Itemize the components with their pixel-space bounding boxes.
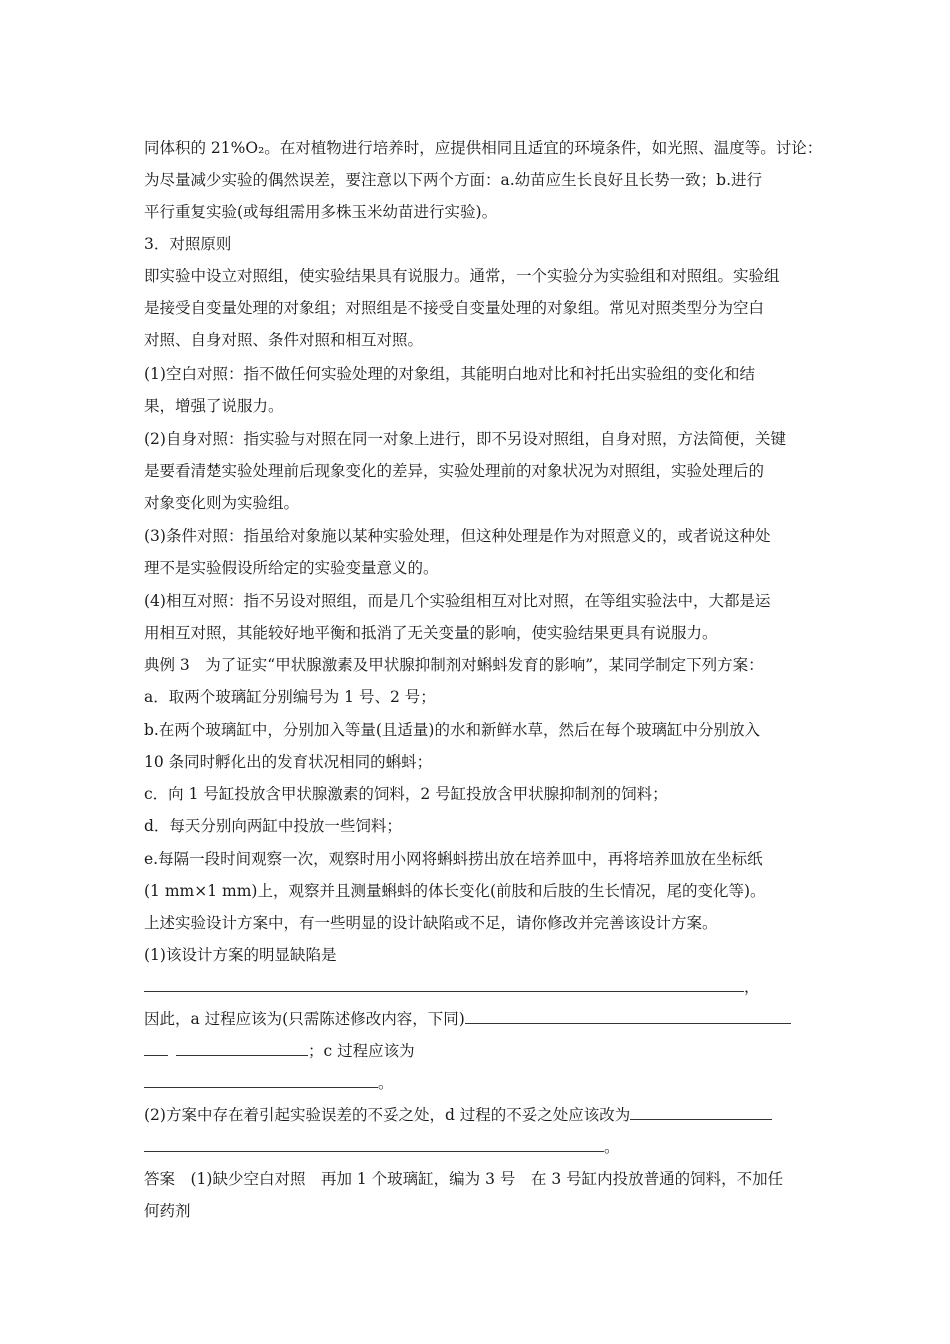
- text-line: (3)条件对照：指虽给对象施以某种实验处理，但这种处理是作为对照意义的，或者说这种处: [144, 527, 771, 545]
- text-line: 对象变化则为实验组。: [144, 494, 300, 512]
- text-line: 是接受自变量处理的对象组；对照组是不接受自变量处理的对象组。常见对照类型分为空白: [144, 299, 765, 317]
- section-heading: 3．对照原则: [144, 235, 232, 253]
- text-line: (1)空白对照：指不做任何实验处理的对象组，其能明白地对比和衬托出实验组的变化和结: [144, 365, 755, 383]
- text-line: 上述实验设计方案中，有一些明显的设计缺陷或不足，请你修改并完善该设计方案。: [144, 914, 718, 932]
- text-line: (1 mm×1 mm)上，观察并且测量蝌蚪的体长变化(前肢和后肢的生长情况，尾的变化等)。: [144, 882, 766, 900]
- text-line: 同体积的 21%O₂。在对植物进行培养时，应提供相同且适宜的环境条件，如光照、温度等。讨论：: [144, 139, 823, 157]
- answer-blank[interactable]: [144, 1073, 378, 1088]
- answer-blank[interactable]: [630, 1105, 772, 1120]
- comma: ，: [744, 978, 760, 996]
- answer-blank[interactable]: [176, 1041, 308, 1056]
- question-2: [144, 1105, 772, 1125]
- text-line: 为尽量减少实验的偶然误差，要注意以下两个方面：a.幼苗应生长良好且长势一致；b.进行: [144, 171, 763, 189]
- text-line: 用相互对照，其能较好地平衡和抵消了无关变量的影响，使实验结果更具有说服力。: [144, 624, 718, 642]
- text-line: e.每隔一段时间观察一次，观察时用小网将蝌蚪捞出放在培养皿中，再将培养皿放在坐标纸: [144, 850, 763, 868]
- answer-row-1d: [144, 1073, 394, 1093]
- text-line: 对照、自身对照、条件对照和相互对照。: [144, 331, 424, 349]
- text-line: a．取两个玻璃缸分别编号为 1 号、2 号；: [144, 688, 436, 706]
- text-line: 理不是实验假设所给定的实验变量意义的。: [144, 559, 439, 577]
- answer-row-2: [144, 1137, 620, 1157]
- text-line: b.在两个玻璃缸中，分别加入等量(且适量)的水和新鲜水草，然后在每个玻璃缸中分别放入: [144, 721, 760, 739]
- text-line: 即实验中设立对照组，使实验结果具有说服力。通常，一个实验分为实验组和对照组。实验组: [144, 267, 780, 285]
- question-1: (1)该设计方案的明显缺陷是: [144, 946, 337, 964]
- text-line: c．向 1 号缸投放含甲状腺激素的饲料，2 号缸投放含甲状腺抑制剂的饲料；: [144, 785, 668, 803]
- text-line: 10 条同时孵化出的发育状况相同的蝌蚪；: [144, 753, 433, 771]
- period: 。: [378, 1074, 394, 1092]
- answer-row-1b: [144, 1009, 791, 1029]
- text-line: d．每天分别向两缸中投放一些饲料；: [144, 817, 402, 835]
- text-line: (4)相互对照：指不另设对照组，而是几个实验组相互对比对照，在等组实验法中，大都是运: [144, 592, 771, 610]
- answer-line: 何药剂: [144, 1202, 191, 1220]
- answer-blank[interactable]: [144, 977, 744, 992]
- text-line: 是要看清楚实验处理前后现象变化的差异，实验处理前的对象状况为对照组，实验处理后的: [144, 462, 765, 480]
- text-line: 果，增强了说服力。: [144, 397, 284, 415]
- q2-label: (2)方案中存在着引起实验误差的不妥之处，d 过程的不妥之处应该改为: [144, 1106, 631, 1124]
- text-line: 平行重复实验(或每组需用多株玉米幼苗进行实验)。: [144, 203, 498, 221]
- answer-row-1c: [144, 1041, 415, 1061]
- answer-line: 答案 (1)缺少空白对照 再加 1 个玻璃缸，编为 3 号 在 3 号缸内投放普通的饲料，不加任: [144, 1170, 784, 1188]
- answer-blank[interactable]: [144, 1137, 604, 1152]
- text-line: (2)自身对照：指实验与对照在同一对象上进行，即不另设对照组，自身对照，方法简便，关键: [144, 430, 786, 448]
- answer-blank[interactable]: [144, 1041, 168, 1056]
- period: 。: [604, 1138, 620, 1156]
- example-heading: 典例 3 为了证实“甲状腺激素及甲状腺抑制剂对蝌蚪发育的影响”，某同学制定下列方案：: [144, 656, 764, 674]
- q1-c-label: ；c 过程应该为: [308, 1042, 415, 1060]
- answer-row-1a: [144, 977, 760, 997]
- answer-blank[interactable]: [465, 1009, 791, 1024]
- q1-a-label: 因此，a 过程应该为(只需陈述修改内容，下同): [144, 1010, 465, 1028]
